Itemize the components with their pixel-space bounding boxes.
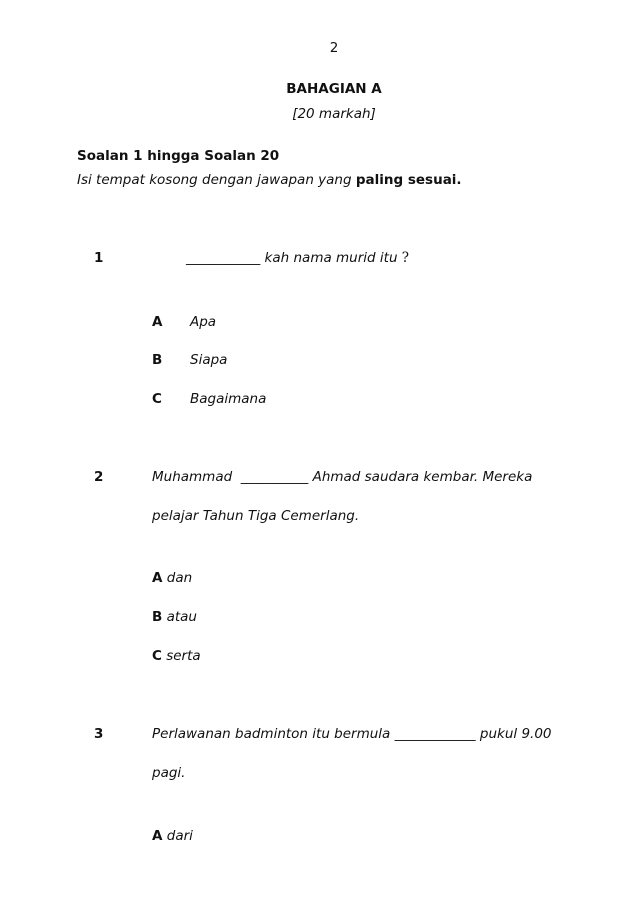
question-mark: ? xyxy=(401,250,410,266)
question-3-number: 3 xyxy=(94,726,104,742)
q2-option-c xyxy=(152,648,201,664)
instruction-text: Isi tempat kosong dengan jawapan yang xyxy=(77,172,352,188)
q1-option-c-letter: C xyxy=(152,391,162,407)
q2-option-b-text: atau xyxy=(166,609,197,625)
question-1-number: 1 xyxy=(94,250,104,266)
page-number: 2 xyxy=(329,40,339,56)
question-3-line-1 xyxy=(152,726,552,742)
q3-option-a-text: dari xyxy=(166,828,193,844)
q1-option-a-letter: A xyxy=(152,314,163,330)
question-3-line-2: pagi. xyxy=(152,765,186,781)
q2-option-b-letter: B xyxy=(152,609,163,625)
question-2-line-2: pelajar Tahun Tiga Cemerlang. xyxy=(152,508,360,524)
q2-option-a xyxy=(152,570,192,586)
q2-option-c-letter: C xyxy=(152,648,162,664)
instruction-emphasis: paling sesuai. xyxy=(355,172,462,188)
section-title: BAHAGIAN A xyxy=(286,81,382,97)
question-2-text-before: Muhammad xyxy=(152,469,233,485)
answer-blank: ____________ xyxy=(394,726,476,742)
q3-option-a-letter: A xyxy=(152,828,163,844)
q1-option-b-letter: B xyxy=(152,352,163,368)
question-range: Soalan 1 hingga Soalan 20 xyxy=(77,148,280,164)
question-3-text-before: Perlawanan badminton itu bermula xyxy=(152,726,391,742)
question-1-text: kah nama murid itu xyxy=(264,250,398,266)
question-3-text-after: pukul 9.00 xyxy=(479,726,552,742)
question-1-stem xyxy=(186,250,409,266)
q2-option-a-letter: A xyxy=(152,570,163,586)
marks-label: [20 markah] xyxy=(292,106,376,122)
question-2-line-1 xyxy=(152,469,532,485)
q2-option-c-text: serta xyxy=(166,648,201,664)
q3-option-a xyxy=(152,828,193,844)
q1-option-b-text: Siapa xyxy=(190,352,228,368)
q1-option-c-text: Bagaimana xyxy=(190,391,267,407)
question-2-number: 2 xyxy=(94,469,104,485)
q2-option-b xyxy=(152,609,197,625)
answer-blank: ___________ xyxy=(186,250,261,266)
answer-blank: __________ xyxy=(240,469,309,485)
q2-option-a-text: dan xyxy=(166,570,193,586)
question-2-text-after: Ahmad saudara kembar. Mereka xyxy=(312,469,533,485)
q1-option-a-text: Apa xyxy=(190,314,217,330)
instruction-line xyxy=(77,172,462,188)
